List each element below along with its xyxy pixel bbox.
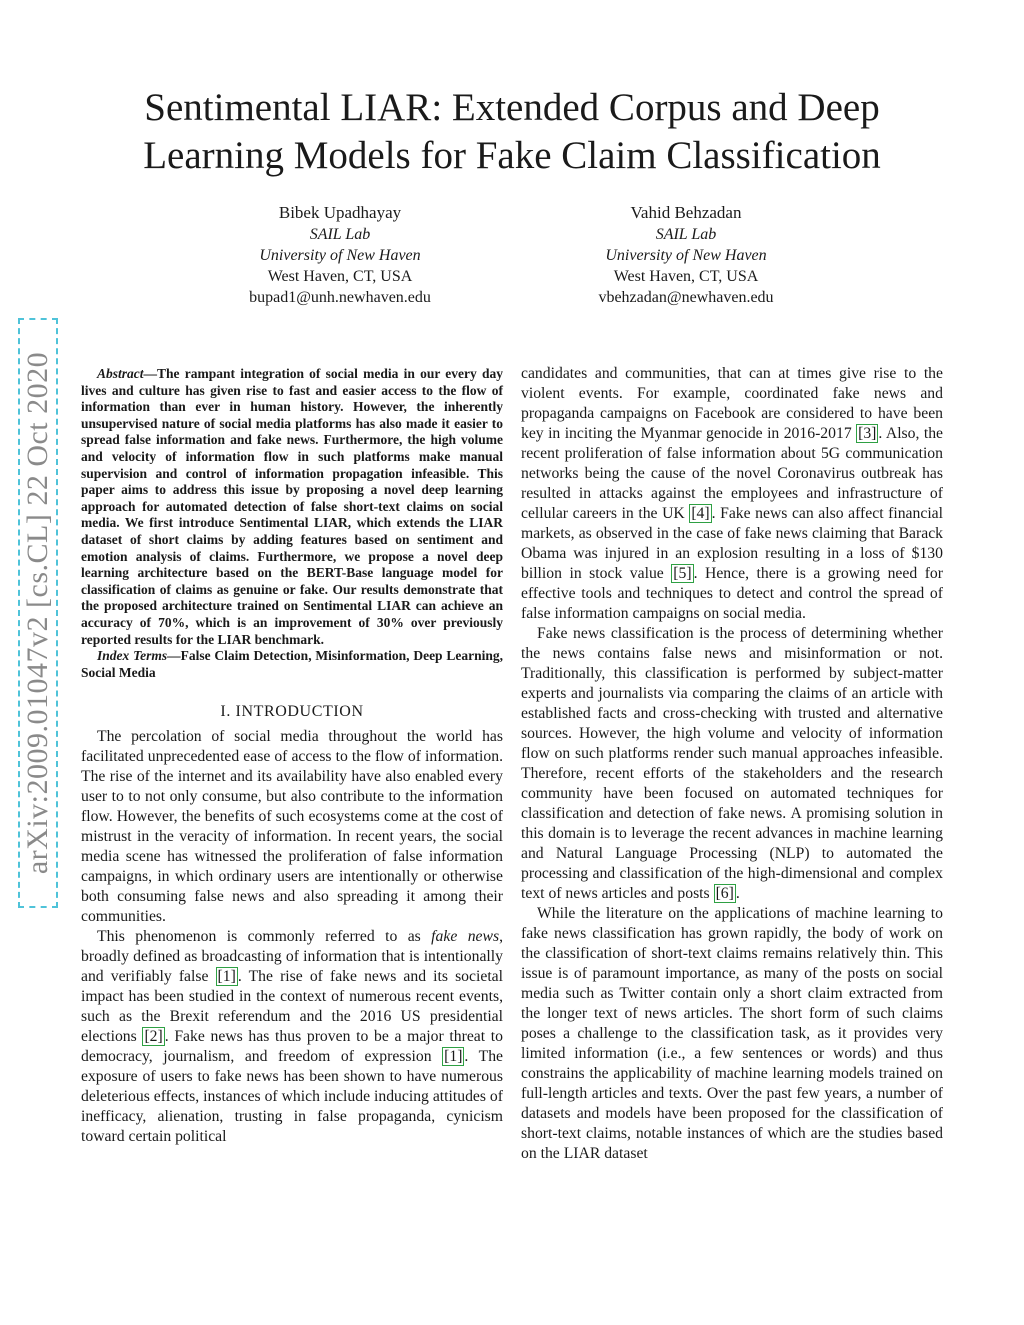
citation-link[interactable]: [5] [673,565,692,582]
citation-link[interactable]: [1] [444,1048,463,1066]
author-university: University of New Haven [605,247,767,264]
paper-title [82,84,942,180]
author-block-2 [536,202,836,308]
intro-paragraph-1: The percolation of social media throughout the world has facilitated unprecedented ease of access to the flow of information. The rise of the internet and its availability have also enabled every user to to not only consume, but also contribute to the information flow. However, the benefits of such ecosystems come at the cost of mistrust in the veracity of information. In recent years, the social media scene has witnessed the proliferation of false information campaigns, in which ordinary users are intentionally or otherwise both consuming false news and also spreading it among their communities. [81,728,503,926]
citation-link[interactable]: [4] [691,505,710,522]
author-location: West Haven, CT, USA [267,268,413,285]
abstract-label: Abstract [97,366,144,381]
section-heading-introduction: I. INTRODUCTION [220,703,364,721]
left-column [81,366,503,1147]
title-line-2: Learning Models for Fake Claim Classification [143,134,881,177]
citation-link[interactable]: [3] [858,425,877,442]
author-university: University of New Haven [259,247,421,264]
author-name: Bibek Upadhayay [278,203,402,222]
intro-paragraph-2: This phenomenon is commonly referred to as fake news, broadly defined as broadcasting of information that is intentionally and verifiably false [1] . The rise of fake news and its societal impact has been studied in the context of numerous recent events, such as the Brexit referendum and the 2016 US presidential elections [2] . Fake news has thus proven to be a major threat to democracy, journalism, and freedom of expression [1] . The exposure of users to fake news has been shown to have numerous deleterious effects, instances of which include inducing attitudes of inefficacy, alienation, trusting in false propaganda, cynicism toward certain political [81,928,504,1146]
title-line-1: Sentimental LIAR: Extended Corpus and Deep [144,86,880,129]
author-email: vbehzadan@newhaven.edu [598,289,774,306]
citation-link[interactable]: [2] [144,1028,163,1046]
abstract-text: —The rampant integration of social media in our every day lives and culture has given rise to fast and easier access to the flow of information than ever in human history. However, the inherently unsupervised nature of social media platforms has also made it easier to spread false information and fake news. Furthermore, the high volume and velocity of information flow in such platforms make manual supervision and control of information propagation infeasible. This paper aims to address this issue by proposing a novel deep learning approach for automated detection of false short-text claims on social media. We first introduce Sentimental LIAR, which extends the LIAR dataset of short claims by adding features based on sentiment and emotion analysis of claims. Furthermore, we propose a novel deep learning architecture based on the BERT-Base language model for classification of claims as genuine or fake. Our results demonstrate that the proposed architecture trained on Sentimental LIAR can achieve an accuracy of 70%, which is an improvement of 30% over previously reported results for the LIAR benchmark. [81,366,503,647]
right-column [521,364,943,1164]
index-terms-label: Index Terms [97,648,168,664]
index-terms-text: —False Claim Detection, Misinformation, Deep Learning, Social Media [81,648,504,680]
intro-paragraph-3: candidates and communities, that can at times give rise to the violent events. For example, coordinated fake news and propaganda campaigns on Facebook are considered to have been key in inciting the Myanmar genocide in 2016-2017 [3] . Also, the recent proliferation of false information about 5G communication networks being the cause of the novel Coronavirus outbreak has resulted in attacks against the employees and infrastructure of cellular careers in the UK [4] . Fake news can also affect financial markets, as observed in the case of fake news claiming that Barack Obama was injured in an explosion resulting in a loss of $130 billion in stock value [5] . Hence, there is a growing need for effective tools and techniques to detect and control the spread of false information campaigns on social media. [521,365,944,622]
intro-paragraph-5: While the literature on the applications of machine learning to fake news classification has grown rapidly, the body of work on the classification of short-text claims remains relatively thin. This issue is of paramount importance, as many of the posts on social media such as Twitter contain only a short claim extracted from the longer text of news articles. The short form of such claims poses a challenge to the classification task, as it provides very limited information (i.e., a few sentences or words) and thus constrains the applicability of machine learning models trained on full-length articles and texts. Over the past few years, a number of datasets and models have been proposed for the classification of short-text claims, notable instances of which are the studies based on the LIAR dataset [521,905,943,1162]
fake-news-term: fake news [431,928,500,946]
author-lab: SAIL Lab [309,226,371,243]
author-email: bupad1@unh.newhaven.edu [249,289,431,306]
author-block-1 [190,202,490,308]
citation-link[interactable]: [6] [715,885,734,902]
index-terms [81,648,503,681]
citation-link[interactable]: [1] [217,968,236,986]
author-lab: SAIL Lab [655,226,717,243]
intro-paragraph-4: Fake news classification is the process of determining whether the news contains false news and misinformation or not. Traditionally, this classification is performed by subject-matter experts and journalists via comparing the claims of an article with established facts and cross-checking with trusted and alternative sources. However, the high volume and velocity of information flow on such platforms render such manual approaches infeasible. Therefore, recent efforts of the stakeholders and the research community have been focused on automated techniques for classification and detection of fake news. A promising solution in this domain is to leverage the recent advances in machine learning and Natural Language Processing (NLP) to automated the processing and classification of the high-dimensional and complex text of news articles and posts [6] . [521,625,943,902]
abstract [81,366,503,648]
arxiv-identifier: arXiv:2009.01047v2 [cs.CL] 22 Oct 2020 [21,351,54,875]
author-name: Vahid Behzadan [630,203,742,222]
arxiv-stamp [18,318,58,908]
author-location: West Haven, CT, USA [613,268,759,285]
